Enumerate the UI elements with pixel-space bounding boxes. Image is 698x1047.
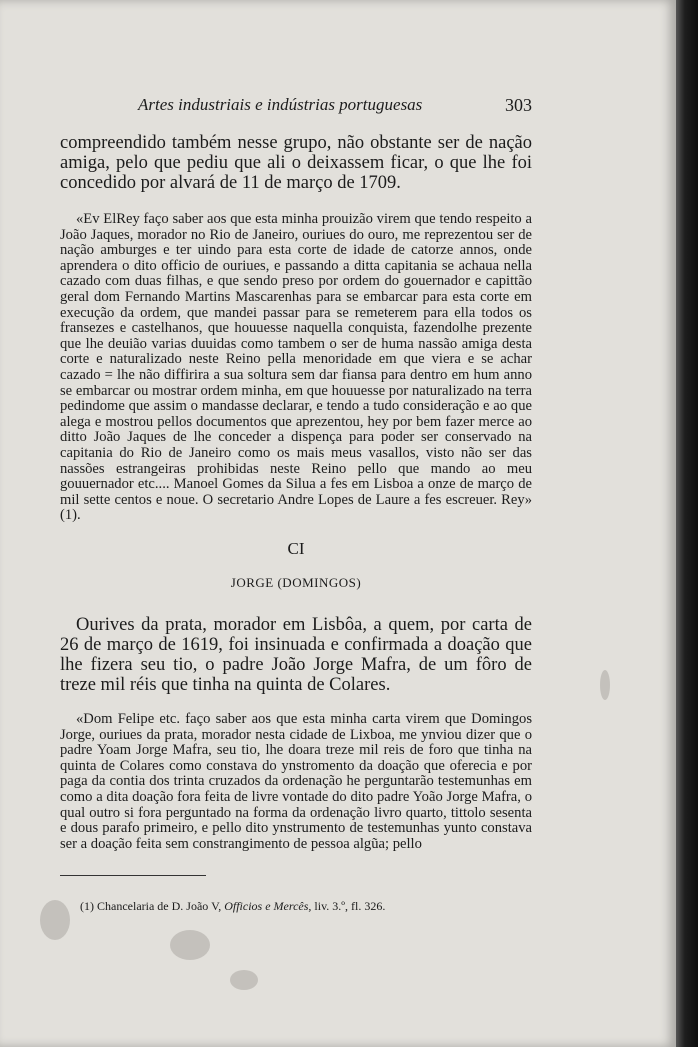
quote-carta [60,712,532,852]
running-title: Artes industriais e indústrias portuguesas [138,95,423,114]
quote-carta-text: «Dom Felipe etc. faço saber aos que esta minha carta virem que Domingos Jorge, ouriues da prata, morador nesta cidade de Lixboa, me ynviou dizer que o padre Yoam Jorge Mafra, seu tio, lhe doara treze mil reis de foro que tinha na quinta de Colares como constava do ynstromento da doação que oferecia e por paga da contia dos trinta cruzados da ordenação he perguntarão testemunhas em como a dita doação fora feita de livre vontade do dito padre Yoão Jorge Mafra, o qual outro si fora perguntado na forma da ordenação livro quarto, tittolo sesenta e dous parafo primeiro, e pello dito ynstrumento de testemunhas yunto constava ser a doação feita sem constrangimento de pessoa algũa; pello [60,711,532,852]
main-paragraph-text: Ourives da prata, morador em Lisbôa, a quem, por carta de 26 de março de 1619, foi insinuada e confirmada a doação que lhe fizera seu tio, o padre João Jorge Mafra, de um fôro de treze mil réis que tinha na quinta de Colares. [60,615,532,695]
footnote-text-before: Chancelaria de D. João V, [97,899,222,913]
page-number: 303 [505,95,532,115]
chapter-number: CI [287,539,305,558]
footnote-rule [60,875,206,876]
stain [230,970,258,990]
footnote-text-after: liv. 3.º, fl. 326. [314,899,386,913]
page-edge [676,0,698,1047]
top-paragraph [60,133,532,193]
main-paragraph [60,615,532,695]
running-header [60,95,532,117]
footnote-marker: (1) [80,899,94,913]
top-paragraph-text: compreendido também nesse grupo, não obstante ser de nação amiga, pelo que pediu que ali o deixassem ficar, o que lhe foi concedido por alvará de 11 de março de 1709. [60,133,532,193]
footnote-work: Officios e Mercês, [224,899,312,913]
quote-alvara [60,212,532,524]
quote-alvara-text: «Ev ElRey faço saber aos que esta minha prouizão virem que tendo respeito a João Jaques, morador no Rio de Janeiro, ouriues do ouro, me reprezentou ser de nação amburges e ter uindo para esta corte de idade de catorze annos, onde aprendera o dito officio de ouriues, e passando a ditta capitania se achaua nella cazado com duas filhas, e que sendo preso por ordem do gouernador e capittão geral dom Fernando Martins Mascarenhas para se embarcar para esta corte em execução da ordem, que mandei passar para se remeterem para ella todos os fransezes e castelhanos, que houuesse naquella conquista, fazendolhe prezente que lhe deuião varias duuidas como tambem o ser de huma nassão amiga desta corte e naturalizado neste Reino pella menoridade em que viera e se achar cazado = lhe não diffirira a sua soltura sem dar fiansa para dentro em hum anno se embarcar ou mostrar ordem minha, em que houuesse por naturalizado na terra pedindome que assim o mandasse declarar, e tendo a tudo consideração e ao que alega e mostrou pellos documentos que aprezentou, hey por bem fazer merce ao ditto João Jaques de lhe conceder a dispença para poder ser conservado na capitania do Rio de Janeiro como os mais meus vasallos, visto não ser das nassões estrangeiras prohibidas neste Reino pello que mando ao meu gouuernador etc.... Manoel Gomes da Silua a fes em Lisboa a onze de março de mil sette centos e noue. O secretario Andre Lopes de Laure a fes escreuer. Rey» (1). [60,211,532,524]
stain [40,900,70,940]
stain [170,930,210,960]
stain [600,670,610,700]
chapter-name: JORGE (DOMINGOS) [230,575,362,590]
footnote [80,899,385,914]
